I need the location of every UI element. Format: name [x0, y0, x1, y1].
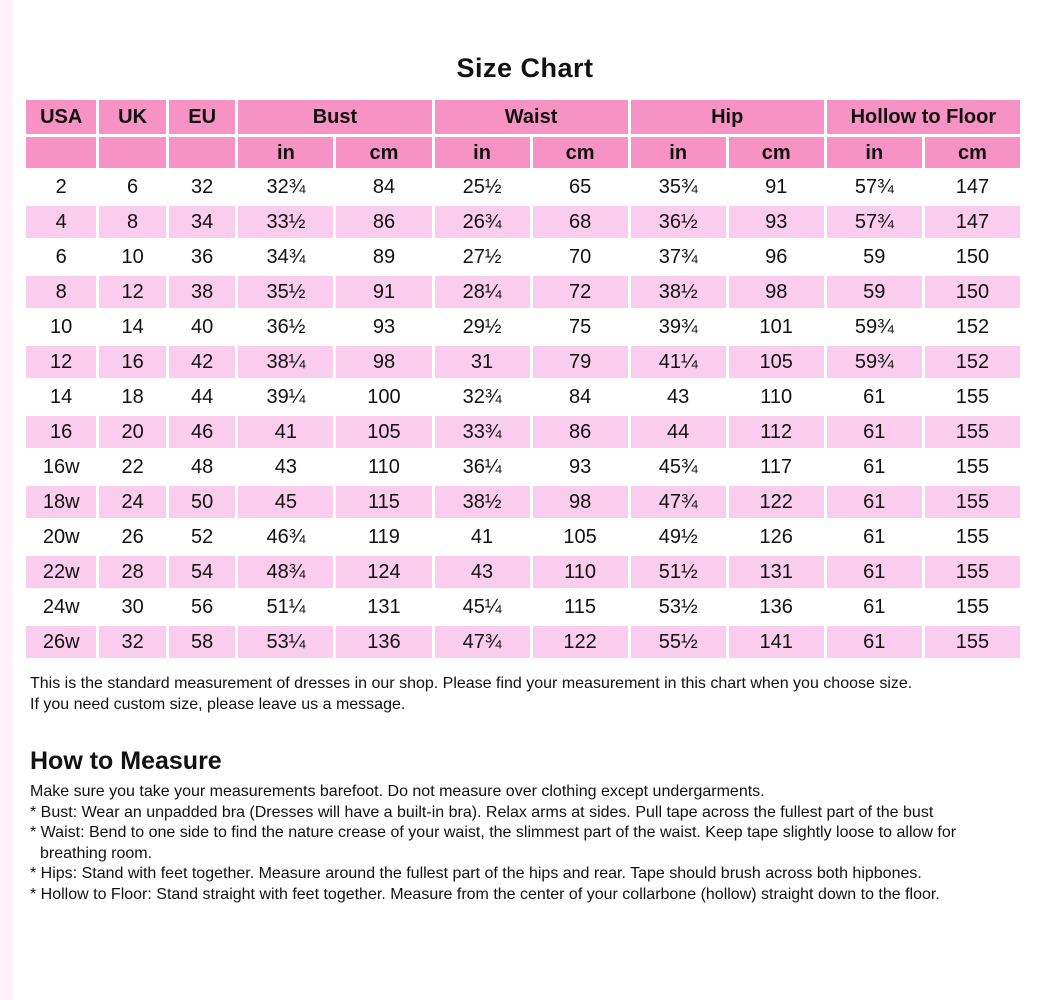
- size-cell: 45: [238, 486, 333, 518]
- size-cell: 54: [169, 556, 236, 588]
- unit-header-hip-cm: cm: [729, 137, 824, 168]
- size-cell: 126: [729, 521, 824, 553]
- size-cell: 136: [336, 626, 431, 658]
- size-cell: 61: [827, 521, 922, 553]
- size-cell: 122: [729, 486, 824, 518]
- measure-line-hollow: * Hollow to Floor: Stand straight with feet together. Measure from the center of your collarbone (hollow) straight down to the floor.: [30, 885, 940, 903]
- size-cell: 150: [925, 276, 1020, 308]
- size-cell: 48: [169, 451, 236, 483]
- table-row: [26, 486, 1020, 518]
- size-cell: 38: [169, 276, 236, 308]
- size-cell: 41: [238, 416, 333, 448]
- size-cell: 20w: [26, 521, 96, 553]
- size-cell: 59: [827, 241, 922, 273]
- size-cell: 34: [169, 206, 236, 238]
- size-table-body: [26, 171, 1020, 658]
- note-line-1: This is the standard measurement of dresses in our shop. Please find your measurement in this chart when you choose size.: [30, 675, 913, 692]
- size-cell: 33¾: [435, 416, 530, 448]
- size-cell: 61: [827, 486, 922, 518]
- size-cell: 93: [336, 311, 431, 343]
- size-cell: 35½: [238, 276, 333, 308]
- size-cell: 6: [26, 241, 96, 273]
- size-cell: 28: [99, 556, 166, 588]
- size-cell: 36½: [238, 311, 333, 343]
- size-cell: 43: [238, 451, 333, 483]
- notes-block: [30, 673, 1050, 715]
- size-cell: 155: [925, 626, 1020, 658]
- size-cell: 110: [729, 381, 824, 413]
- measure-line-waist: * Waist: Bend to one side to find the nature crease of your waist, the slimmest part of the waist. Keep tape slightly loose to allow for breathing room.: [30, 824, 957, 862]
- size-cell: 147: [925, 206, 1020, 238]
- size-cell: 30: [99, 591, 166, 623]
- size-cell: 61: [827, 451, 922, 483]
- size-cell: 32: [169, 171, 236, 203]
- table-row: [26, 416, 1020, 448]
- size-cell: 41: [435, 521, 530, 553]
- size-cell: 49½: [631, 521, 726, 553]
- size-cell: 6: [99, 171, 166, 203]
- size-cell: 93: [729, 206, 824, 238]
- size-cell: 61: [827, 416, 922, 448]
- table-row: [26, 276, 1020, 308]
- size-cell: 117: [729, 451, 824, 483]
- size-cell: 18: [99, 381, 166, 413]
- size-cell: 57¾: [827, 206, 922, 238]
- size-cell: 75: [533, 311, 628, 343]
- table-row: [26, 206, 1020, 238]
- size-cell: 14: [26, 381, 96, 413]
- size-cell: 47¾: [631, 486, 726, 518]
- size-cell: 20: [99, 416, 166, 448]
- size-cell: 33½: [238, 206, 333, 238]
- size-cell: 131: [729, 556, 824, 588]
- size-cell: 112: [729, 416, 824, 448]
- size-cell: 29½: [435, 311, 530, 343]
- page-title: Size Chart: [456, 53, 594, 83]
- size-cell: 24: [99, 486, 166, 518]
- size-cell: 105: [729, 346, 824, 378]
- size-cell: 24w: [26, 591, 96, 623]
- size-cell: 50: [169, 486, 236, 518]
- header-hip: Hip: [631, 100, 824, 134]
- size-cell: 155: [925, 381, 1020, 413]
- size-cell: 119: [336, 521, 431, 553]
- size-cell: 124: [336, 556, 431, 588]
- size-cell: 59¾: [827, 311, 922, 343]
- unit-header-waist-in: in: [435, 137, 530, 168]
- size-cell: 36¼: [435, 451, 530, 483]
- header-hollow-to-floor: Hollow to Floor: [827, 100, 1020, 134]
- size-cell: 91: [729, 171, 824, 203]
- table-header-unit-row: [26, 137, 1020, 168]
- size-cell: 35¾: [631, 171, 726, 203]
- table-row: [26, 521, 1020, 553]
- size-cell: 100: [336, 381, 431, 413]
- size-cell: 53½: [631, 591, 726, 623]
- size-cell: 36½: [631, 206, 726, 238]
- size-cell: 84: [336, 171, 431, 203]
- table-row: [26, 346, 1020, 378]
- size-cell: 89: [336, 241, 431, 273]
- header-uk: UK: [99, 100, 166, 134]
- size-cell: 16: [26, 416, 96, 448]
- size-cell: 4: [26, 206, 96, 238]
- header-uk-spacer: [99, 137, 166, 168]
- size-cell: 12: [99, 276, 166, 308]
- table-row: [26, 591, 1020, 623]
- size-cell: 47¾: [435, 626, 530, 658]
- size-cell: 91: [336, 276, 431, 308]
- size-cell: 39¾: [631, 311, 726, 343]
- size-cell: 70: [533, 241, 628, 273]
- size-cell: 61: [827, 556, 922, 588]
- size-cell: 61: [827, 591, 922, 623]
- size-cell: 110: [533, 556, 628, 588]
- size-cell: 84: [533, 381, 628, 413]
- size-cell: 72: [533, 276, 628, 308]
- size-cell: 58: [169, 626, 236, 658]
- size-cell: 32: [99, 626, 166, 658]
- size-cell: 110: [336, 451, 431, 483]
- size-cell: 53¼: [238, 626, 333, 658]
- header-usa: USA: [26, 100, 96, 134]
- size-cell: 22: [99, 451, 166, 483]
- size-cell: 36: [169, 241, 236, 273]
- table-row: [26, 311, 1020, 343]
- size-cell: 51½: [631, 556, 726, 588]
- size-cell: 155: [925, 486, 1020, 518]
- size-cell: 44: [631, 416, 726, 448]
- size-cell: 150: [925, 241, 1020, 273]
- size-cell: 65: [533, 171, 628, 203]
- size-cell: 14: [99, 311, 166, 343]
- table-row: [26, 451, 1020, 483]
- size-cell: 45¼: [435, 591, 530, 623]
- size-cell: 28¼: [435, 276, 530, 308]
- size-cell: 37¾: [631, 241, 726, 273]
- unit-header-htf-in: in: [827, 137, 922, 168]
- left-edge-strip: [0, 0, 13, 1000]
- size-cell: 155: [925, 416, 1020, 448]
- size-cell: 115: [533, 591, 628, 623]
- table-header-group-row: [26, 100, 1020, 134]
- note-line-2: If you need custom size, please leave us a message.: [30, 696, 406, 713]
- size-cell: 51¼: [238, 591, 333, 623]
- size-cell: 136: [729, 591, 824, 623]
- size-cell: 48¾: [238, 556, 333, 588]
- size-cell: 26¾: [435, 206, 530, 238]
- size-cell: 59: [827, 276, 922, 308]
- size-cell: 34¾: [238, 241, 333, 273]
- size-cell: 42: [169, 346, 236, 378]
- size-cell: 32¾: [238, 171, 333, 203]
- size-cell: 56: [169, 591, 236, 623]
- size-cell: 10: [99, 241, 166, 273]
- size-cell: 155: [925, 556, 1020, 588]
- size-cell: 43: [435, 556, 530, 588]
- size-cell: 152: [925, 346, 1020, 378]
- size-cell: 45¾: [631, 451, 726, 483]
- size-cell: 38½: [631, 276, 726, 308]
- size-cell: 147: [925, 171, 1020, 203]
- size-cell: 57¾: [827, 171, 922, 203]
- size-cell: 43: [631, 381, 726, 413]
- size-cell: 93: [533, 451, 628, 483]
- size-cell: 41¼: [631, 346, 726, 378]
- size-cell: 86: [533, 416, 628, 448]
- size-cell: 105: [533, 521, 628, 553]
- unit-header-htf-cm: cm: [925, 137, 1020, 168]
- size-cell: 122: [533, 626, 628, 658]
- size-cell: 98: [533, 486, 628, 518]
- size-cell: 68: [533, 206, 628, 238]
- size-cell: 55½: [631, 626, 726, 658]
- size-cell: 96: [729, 241, 824, 273]
- size-cell: 27½: [435, 241, 530, 273]
- measure-line-bust: * Bust: Wear an unpadded bra (Dresses will have a built-in bra). Relax arms at sides. Pull tape across the fullest part of the bust: [30, 803, 934, 821]
- size-cell: 40: [169, 311, 236, 343]
- size-cell: 16: [99, 346, 166, 378]
- size-cell: 26w: [26, 626, 96, 658]
- table-row: [26, 171, 1020, 203]
- size-cell: 115: [336, 486, 431, 518]
- size-cell: 31: [435, 346, 530, 378]
- size-cell: 98: [336, 346, 431, 378]
- size-cell: 79: [533, 346, 628, 378]
- size-cell: 22w: [26, 556, 96, 588]
- header-waist: Waist: [435, 100, 628, 134]
- size-cell: 46¾: [238, 521, 333, 553]
- size-cell: 61: [827, 626, 922, 658]
- size-cell: 26: [99, 521, 166, 553]
- size-cell: 155: [925, 591, 1020, 623]
- table-row: [26, 241, 1020, 273]
- size-cell: 38½: [435, 486, 530, 518]
- size-cell: 131: [336, 591, 431, 623]
- header-eu-spacer: [169, 137, 236, 168]
- size-cell: 86: [336, 206, 431, 238]
- header-usa-spacer: [26, 137, 96, 168]
- how-to-measure-heading: How to Measure: [30, 747, 222, 775]
- table-row: [26, 626, 1020, 658]
- unit-header-hip-in: in: [631, 137, 726, 168]
- size-chart-table: [23, 97, 1023, 661]
- measure-intro: Make sure you take your measurements barefoot. Do not measure over clothing except undergarments.: [30, 783, 765, 800]
- size-cell: 8: [99, 206, 166, 238]
- size-cell: 152: [925, 311, 1020, 343]
- size-cell: 8: [26, 276, 96, 308]
- size-cell: 101: [729, 311, 824, 343]
- size-cell: 61: [827, 381, 922, 413]
- size-cell: 44: [169, 381, 236, 413]
- size-cell: 59¾: [827, 346, 922, 378]
- size-cell: 18w: [26, 486, 96, 518]
- size-cell: 155: [925, 521, 1020, 553]
- unit-header-bust-in: in: [238, 137, 333, 168]
- size-cell: 2: [26, 171, 96, 203]
- size-cell: 32¾: [435, 381, 530, 413]
- size-cell: 16w: [26, 451, 96, 483]
- unit-header-waist-cm: cm: [533, 137, 628, 168]
- size-cell: 52: [169, 521, 236, 553]
- size-cell: 98: [729, 276, 824, 308]
- size-cell: 155: [925, 451, 1020, 483]
- header-bust: Bust: [238, 100, 431, 134]
- size-cell: 105: [336, 416, 431, 448]
- size-cell: 141: [729, 626, 824, 658]
- header-eu: EU: [169, 100, 236, 134]
- size-cell: 39¼: [238, 381, 333, 413]
- table-row: [26, 381, 1020, 413]
- unit-header-bust-cm: cm: [336, 137, 431, 168]
- how-to-measure-block: [30, 782, 1022, 905]
- size-cell: 12: [26, 346, 96, 378]
- measure-line-hips: * Hips: Stand with feet together. Measure around the fullest part of the hips and rear. Tape should brush across both hipbones.: [30, 865, 922, 882]
- size-cell: 25½: [435, 171, 530, 203]
- table-row: [26, 556, 1020, 588]
- size-cell: 38¼: [238, 346, 333, 378]
- size-cell: 46: [169, 416, 236, 448]
- size-cell: 10: [26, 311, 96, 343]
